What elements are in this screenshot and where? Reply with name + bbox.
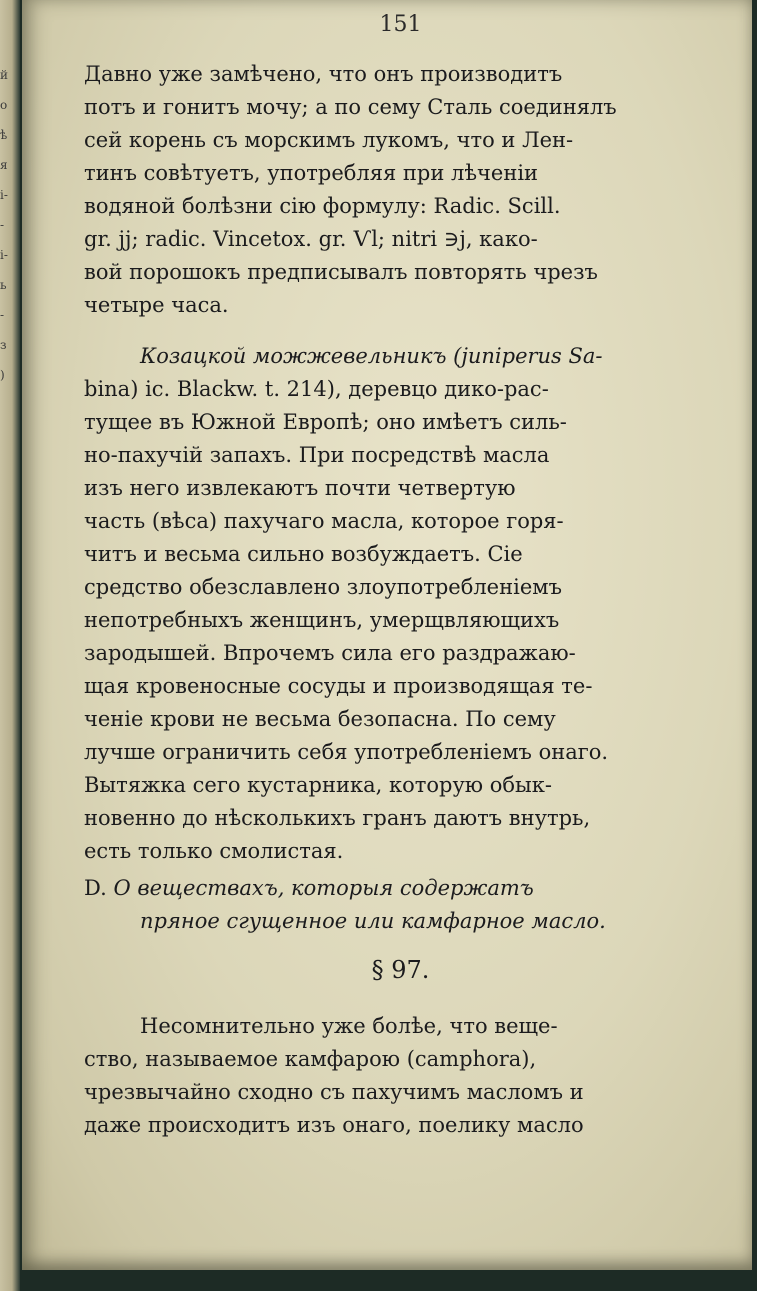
text-line: чрезвычайно сходно съ пахучимъ масломъ и: [84, 1080, 584, 1104]
paragraph-1: [84, 58, 736, 322]
margin-letter: ѣ: [0, 128, 8, 142]
text-line: потъ и гонитъ мочу; а по сему Сталь соединялъ: [84, 95, 617, 119]
text-line: ченіе крови не весьма безопасна. По сему: [84, 707, 556, 731]
margin-letter: й: [0, 68, 8, 82]
text-line: вой порошокъ предписывалъ повторять чрезъ: [84, 260, 598, 284]
margin-letter: я: [0, 158, 8, 172]
section-heading: [84, 872, 736, 938]
margin-letter: і-: [0, 188, 8, 202]
text-line: часть (вѣса) пахучаго масла, которое горя-: [84, 509, 564, 533]
text-line: средство обезславлено злоупотребленіемъ: [84, 575, 562, 599]
text-line: bina) ic. Blackw. t. 214), деревцо дико-рас-: [84, 377, 549, 401]
text-line: Давно уже замѣчено, что онъ производитъ: [84, 62, 563, 86]
text-line: лучше ограничить себя употребленіемъ онаго.: [84, 740, 609, 764]
margin-letter: -: [0, 308, 5, 322]
text-line-italic: Козацкой можжевельникъ (juniperus Sa-: [140, 344, 603, 368]
text-line: Вытяжка сего кустарника, которую обык-: [84, 773, 552, 797]
text-line: зародышей. Впрочемъ сила его раздражаю-: [84, 641, 576, 665]
text-line: сей корень съ морскимъ лукомъ, что и Лен-: [84, 128, 574, 152]
heading-line-2: пряное сгущенное или камфарное масло.: [140, 909, 606, 933]
book-page: [22, 0, 752, 1270]
margin-letter: -: [0, 218, 5, 232]
margin-letter: ь: [0, 278, 7, 292]
text-line: водяной болѣзни сію формулу: Radic. Scill.: [84, 194, 561, 218]
text-line: gr. jj; radic. Vincetox. gr. Ѵl; nitri ∋j, како-: [84, 227, 538, 251]
margin-letter: ): [0, 368, 5, 382]
text-line: но-пахучій запахъ. При посредствѣ масла: [84, 443, 550, 467]
paragraph-3: [84, 1010, 736, 1142]
text-line: четыре часа.: [84, 293, 229, 317]
facing-page-margin-letters: [0, 60, 22, 390]
paragraph-2: [84, 340, 736, 868]
margin-letter: і-: [0, 248, 8, 262]
margin-letter: о: [0, 98, 8, 112]
text-line: читъ и весьма сильно возбуждаетъ. Сіе: [84, 542, 523, 566]
margin-letter: з: [0, 338, 7, 352]
text-line: непотребныхъ женщинъ, умерщвляющихъ: [84, 608, 560, 632]
text-line: щая кровеносные сосуды и производящая те-: [84, 674, 593, 698]
section-number: § 97.: [371, 956, 430, 984]
text-line: изъ него извлекаютъ почти четвертую: [84, 476, 516, 500]
text-line: новенно до нѣсколькихъ гранъ даютъ внутрь,: [84, 806, 591, 830]
text-line: тущее въ Южной Европѣ; оно имѣетъ силь-: [84, 410, 567, 434]
heading-letter: D.: [84, 876, 107, 900]
text-line: Несомнительно уже болѣе, что веще-: [140, 1014, 558, 1038]
text-line: тинъ совѣтуетъ, употребляя при лѣченіи: [84, 161, 539, 185]
heading-line-1: [84, 872, 736, 905]
text-line: даже происходитъ изъ онаго, поелику масло: [84, 1113, 584, 1137]
text-line: есть только смолистая.: [84, 839, 344, 863]
text-line: ство, называемое камфарою (camphora),: [84, 1047, 537, 1071]
heading-text: О веществахъ, которыя содержатъ: [113, 876, 534, 900]
page-number: 151: [379, 12, 422, 37]
